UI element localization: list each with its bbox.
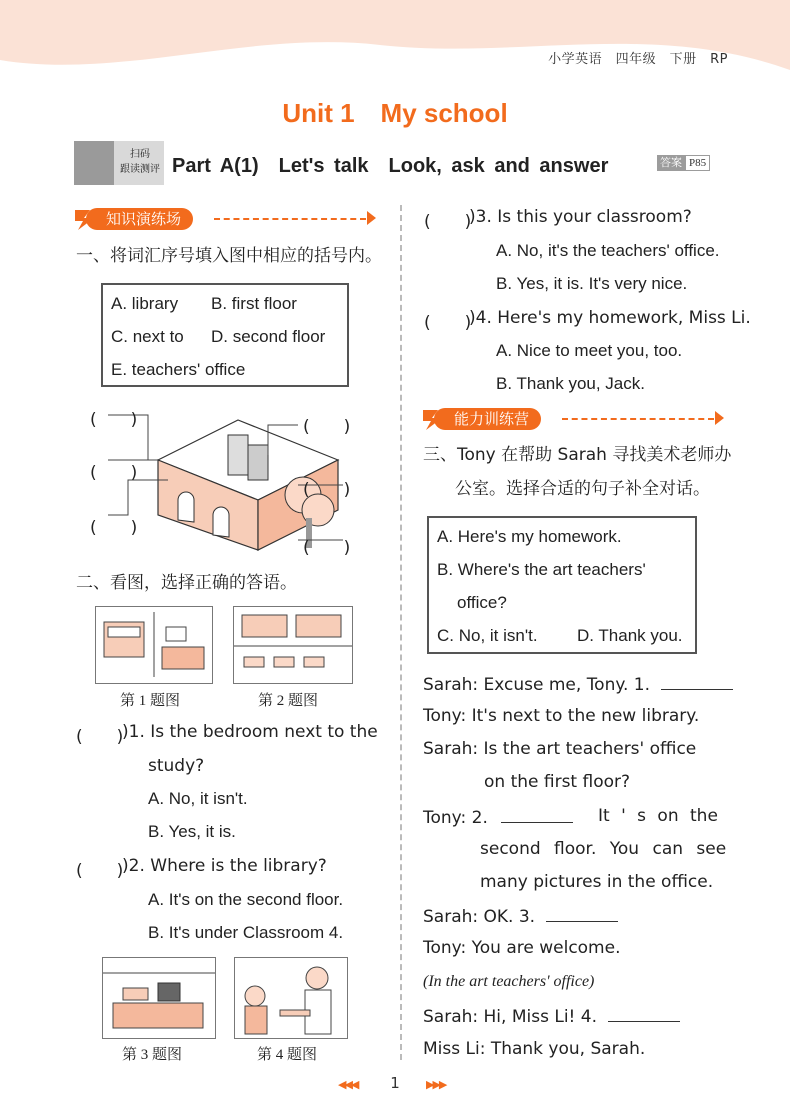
qr-label-line2: 跟读测评 — [120, 164, 160, 175]
q3-option-b: B. Where's the art teachers' — [437, 560, 646, 579]
dialogue-line-9: Tony: You are welcome. — [423, 938, 621, 958]
q2-4-option-a: A. Nice to meet you, too. — [496, 341, 683, 360]
q2-3-option-b: B. Yes, it is. It's very nice. — [496, 274, 688, 293]
q1-option-e: E. teachers' office — [111, 360, 246, 379]
dialogue-line-1 — [423, 673, 733, 695]
caption-picture-4: 第 4 题图 — [257, 1047, 318, 1063]
page-number: 1 — [390, 1074, 400, 1092]
header-label: 小学英语 四年级 下册 RP — [548, 52, 728, 67]
q1-instruction: 一、将词汇序号填入图中相应的括号内。 — [76, 246, 382, 266]
answer-page: P85 — [685, 155, 710, 171]
answer-reference — [657, 155, 710, 171]
q3-instruction-line1: 三、Tony 在帮助 Sarah 寻找美术老师办 — [423, 445, 732, 465]
q2-1-option-b: B. Yes, it is. — [148, 822, 236, 841]
dialogue-stage-direction: (In the art teachers' office) — [423, 973, 595, 990]
q1-blank-5[interactable]: ( ) — [303, 480, 351, 500]
lightning-icon — [72, 206, 102, 232]
lightning-icon — [420, 406, 450, 432]
dialogue-line-8 — [423, 905, 618, 927]
dialogue-line-10 — [423, 1005, 680, 1027]
dialogue-blank-3[interactable] — [546, 905, 618, 922]
q2-1-question: )1. Is the bedroom next to the — [122, 722, 378, 742]
q2-picture-4 — [234, 957, 348, 1039]
library-classroom-illustration — [234, 607, 353, 684]
q1-blank-4[interactable]: ( ) — [303, 417, 351, 437]
q2-picture-2 — [233, 606, 353, 684]
unit-title: Unit 1 My school — [282, 98, 508, 128]
q3-instruction-line2: 公室。选择合适的句子补全对话。 — [455, 479, 710, 499]
q1-blank-6[interactable]: ( ) — [303, 538, 351, 558]
q2-1-answer-blank[interactable]: ( ) — [76, 727, 124, 747]
dialogue-line-8-text: Sarah: OK. 3. — [423, 907, 536, 927]
dialogue-line-1-text: Sarah: Excuse me, Tony. 1. — [423, 675, 651, 695]
dialogue-blank-4[interactable] — [608, 1005, 680, 1022]
header-wave — [0, 0, 790, 90]
q2-3-answer-blank[interactable]: ( ) — [424, 212, 472, 232]
banner-arrow-icon — [367, 211, 376, 225]
q2-4-option-b: B. Thank you, Jack. — [496, 374, 645, 393]
q2-2-question: )2. Where is the library? — [122, 856, 327, 876]
footer-left-arrows: ◀◀◀ — [338, 1078, 358, 1091]
q1-blank-1[interactable]: ( ) — [90, 410, 138, 430]
dialogue-blank-2[interactable] — [501, 806, 573, 823]
q3-option-b-cont: office? — [457, 593, 507, 612]
q2-2-answer-blank[interactable]: ( ) — [76, 861, 124, 881]
q2-3-question: )3. Is this your classroom? — [469, 207, 692, 227]
q2-1-option-a: A. No, it isn't. — [148, 789, 248, 808]
q2-1-question-cont: study? — [148, 756, 205, 776]
dialogue-line-5 — [423, 806, 573, 828]
q3-option-a: A. Here's my homework. — [437, 527, 622, 546]
q3-option-d: D. Thank you. — [577, 626, 683, 645]
caption-picture-3: 第 3 题图 — [122, 1047, 183, 1063]
dialogue-line-3: Sarah: Is the art teachers' office — [423, 739, 697, 759]
banner-dash-line — [214, 218, 366, 220]
dialogue-line-5b: It ' s on the — [598, 806, 718, 826]
column-divider — [400, 205, 402, 1060]
section-banner-knowledge — [72, 206, 382, 232]
q1-blank-3[interactable]: ( ) — [90, 518, 138, 538]
dialogue-blank-1[interactable] — [661, 673, 733, 690]
q2-2-option-b: B. It's under Classroom 4. — [148, 923, 344, 942]
q1-option-c: C. next to — [111, 327, 184, 346]
dialogue-line-2: Tony: It's next to the new library. — [423, 706, 700, 726]
qr-code-block[interactable] — [74, 141, 164, 185]
q2-picture-3 — [102, 957, 216, 1039]
qr-label-line1: 扫码 — [130, 149, 150, 160]
boy-teacher-illustration — [235, 958, 348, 1039]
q1-option-d: D. second floor — [211, 327, 326, 346]
q3-option-c: C. No, it isn't. — [437, 626, 538, 645]
dialogue-line-11: Miss Li: Thank you, Sarah. — [423, 1039, 646, 1059]
q2-4-answer-blank[interactable]: ( ) — [424, 313, 472, 333]
answer-tag-label: 答案 — [657, 155, 685, 171]
qr-label — [118, 147, 162, 177]
dialogue-line-6: second floor. You can see — [480, 839, 727, 859]
banner-dash-line — [562, 418, 714, 420]
office-illustration — [103, 958, 216, 1039]
q1-blank-2[interactable]: ( ) — [90, 463, 138, 483]
part-title: Part A(1) Let's talk Look, ask and answer — [172, 155, 609, 177]
section-banner-ability — [420, 406, 730, 432]
section-title-knowledge: 知识演练场 — [86, 208, 193, 230]
caption-picture-1: 第 1 题图 — [120, 693, 181, 709]
section-title-ability: 能力训练营 — [434, 408, 541, 430]
q1-option-a: A. library — [111, 294, 179, 313]
caption-picture-2: 第 2 题图 — [258, 693, 319, 709]
footer-right-arrows: ▶▶▶ — [426, 1078, 446, 1091]
dialogue-line-4: on the first floor? — [484, 772, 631, 792]
q1-option-b: B. first floor — [211, 294, 297, 313]
q2-2-option-a: A. It's on the second floor. — [148, 890, 344, 909]
q3-options-box — [427, 516, 697, 654]
dialogue-line-5-text: Tony: 2. — [423, 808, 488, 828]
q2-instruction: 二、看图，选择正确的答语。 — [76, 573, 297, 593]
dialogue-line-7: many pictures in the office. — [480, 872, 714, 892]
banner-arrow-icon — [715, 411, 724, 425]
q1-options-box — [101, 283, 349, 387]
qr-code-icon — [74, 141, 114, 185]
q2-3-option-a: A. No, it's the teachers' office. — [496, 241, 720, 260]
q2-picture-1 — [95, 606, 213, 684]
bedroom-study-illustration — [96, 607, 213, 684]
dialogue-line-10-text: Sarah: Hi, Miss Li! 4. — [423, 1007, 597, 1027]
q2-4-question: )4. Here's my homework, Miss Li. — [469, 308, 751, 328]
